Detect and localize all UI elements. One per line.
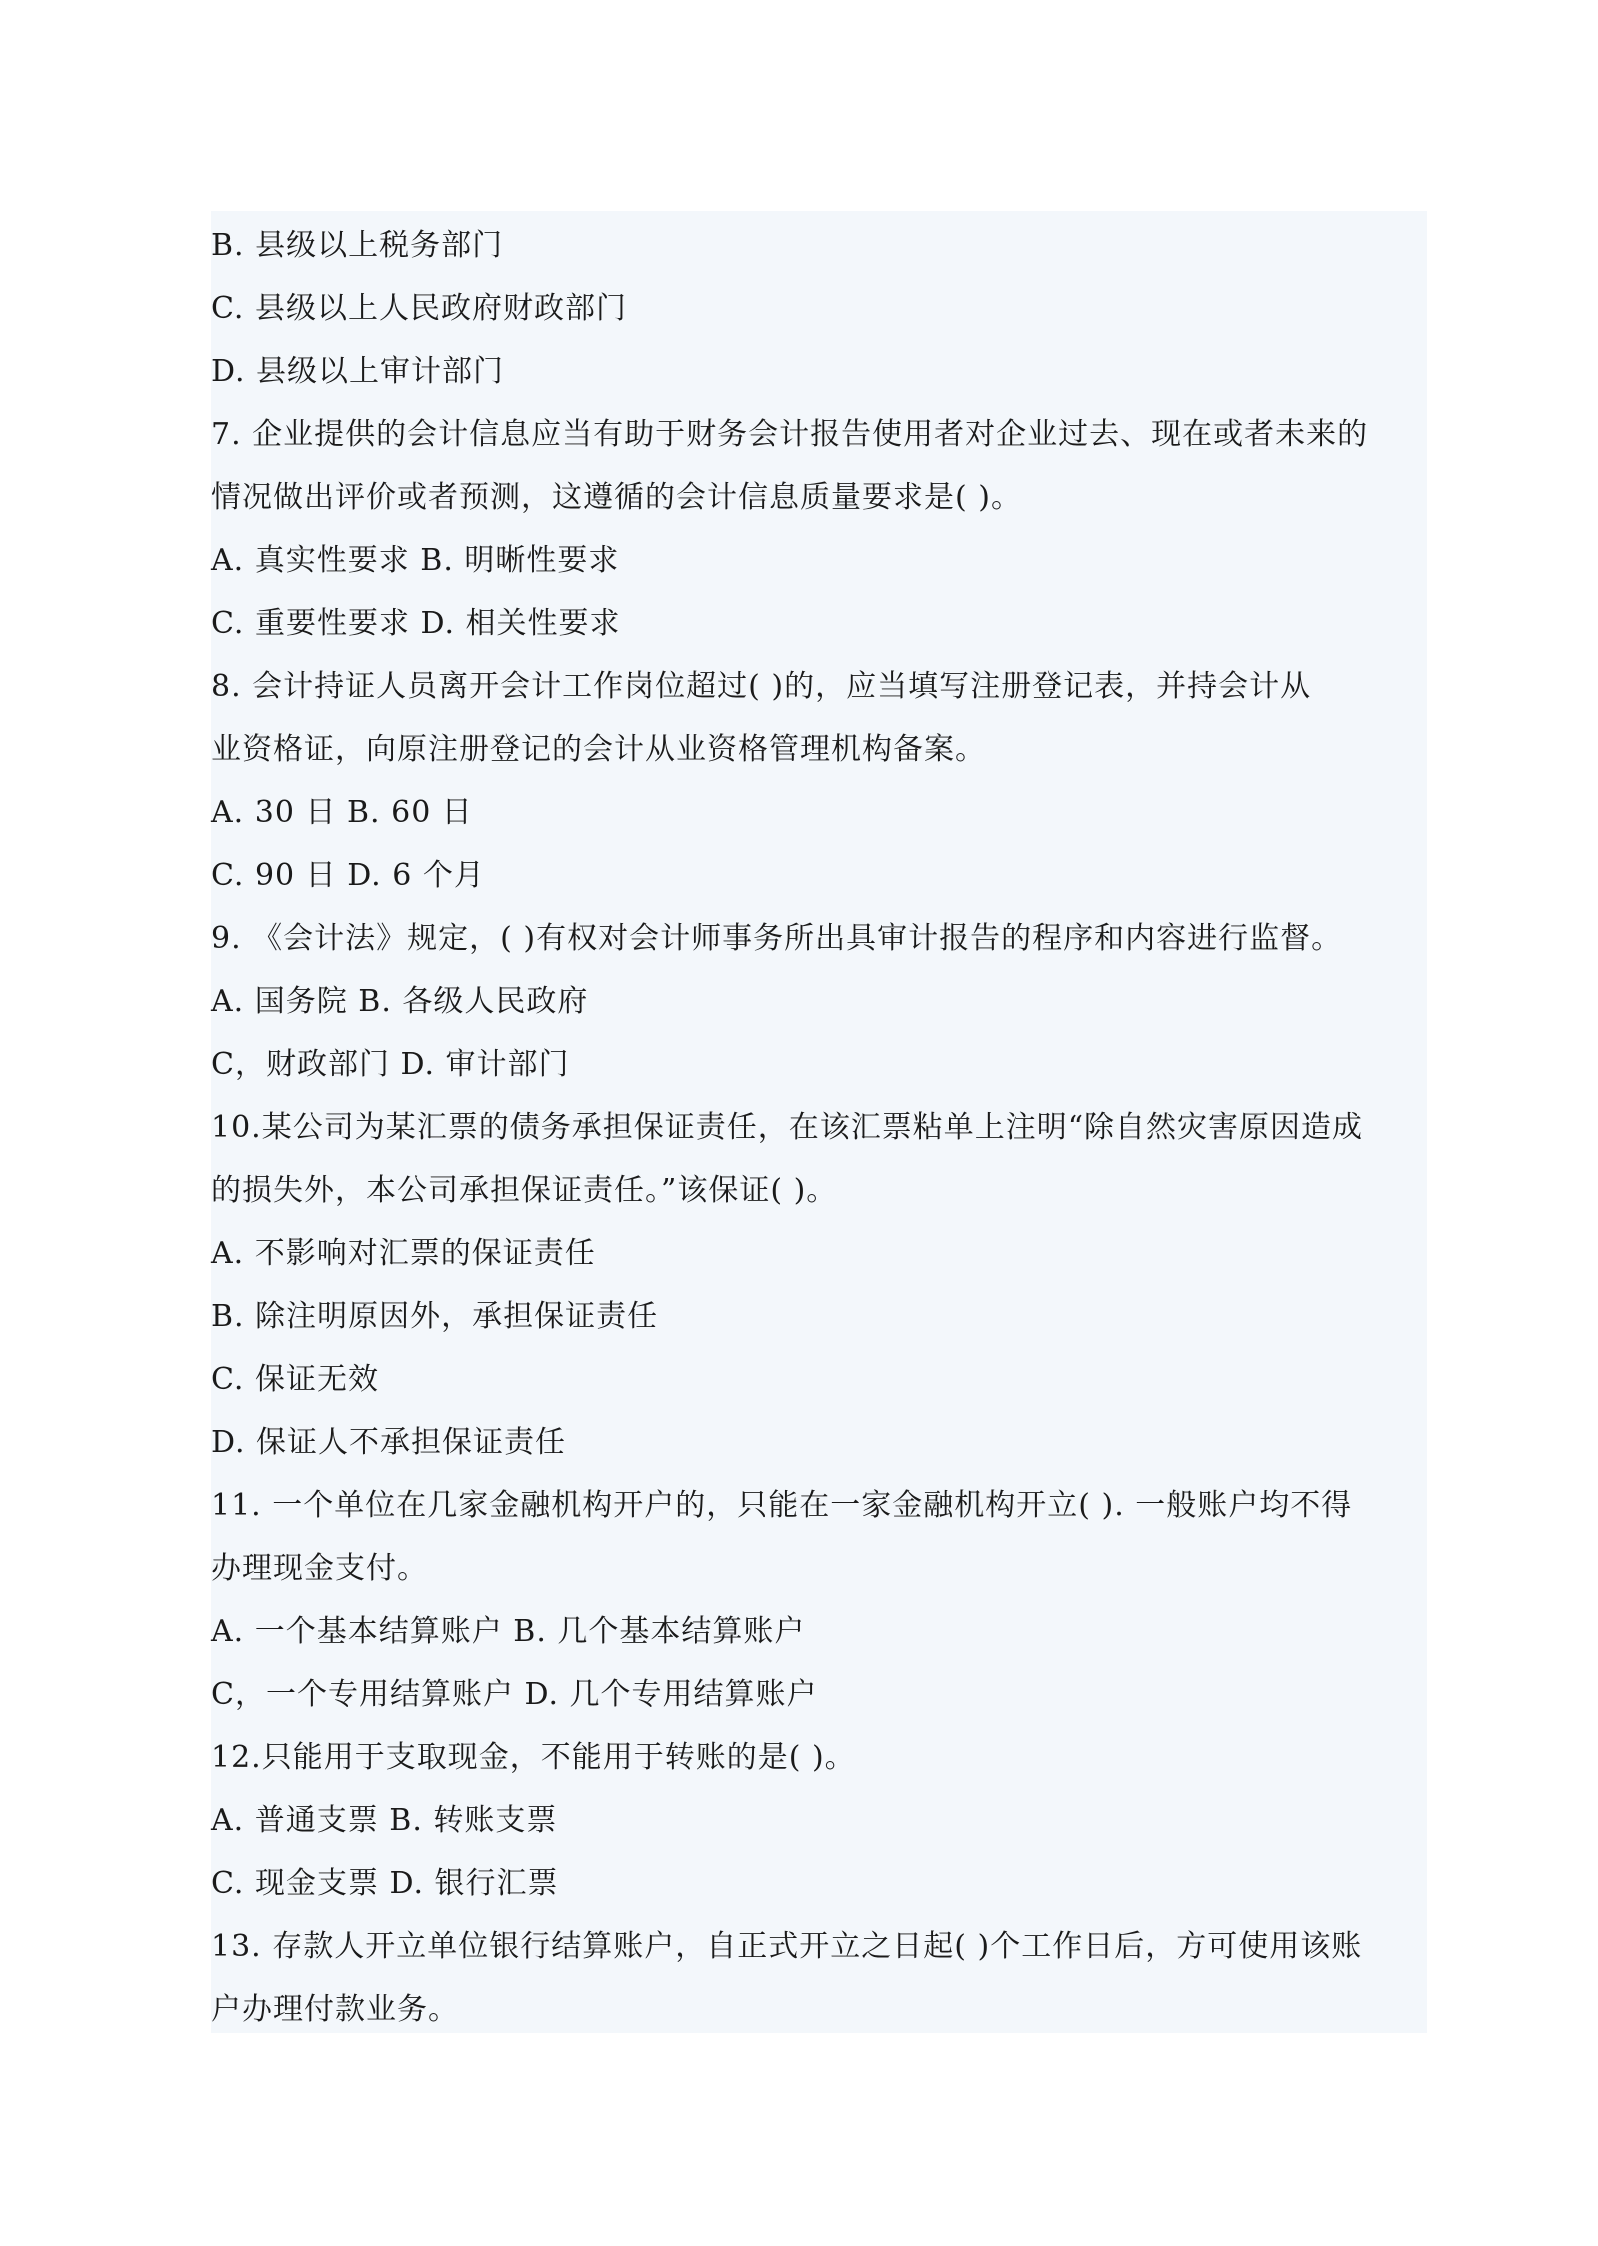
question-7-line-2: 情况做出评价或者预测，这遵循的会计信息质量要求是( )。 — [211, 480, 1022, 515]
options-q12-ab: A. 普通支票 B. 转账支票 — [211, 1803, 558, 1838]
option-c-q10: C. 保证无效 — [211, 1362, 379, 1397]
question-8-line-1: 8. 会计持证人员离开会计工作岗位超过( )的，应当填写注册登记表，并持会计从 — [211, 669, 1312, 704]
options-q12-cd: C. 现金支票 D. 银行汇票 — [211, 1866, 559, 1901]
question-content — [211, 211, 1427, 2033]
options-q7-cd: C. 重要性要求 D. 相关性要求 — [211, 606, 621, 641]
options-q8-cd: C. 90 日 D. 6 个月 — [211, 858, 485, 893]
question-10-line-1: 10.某公司为某汇票的债务承担保证责任，在该汇票粘单上注明“除自然灾害原因造成 — [211, 1110, 1364, 1145]
question-13-line-2: 户办理付款业务。 — [211, 1992, 459, 2027]
options-q11-ab: A. 一个基本结算账户 B. 几个基本结算账户 — [211, 1614, 806, 1649]
options-q9-ab: A. 国务院 B. 各级人民政府 — [211, 984, 589, 1019]
question-13-line-1: 13. 存款人开立单位银行结算账户，自正式开立之日起( )个工作日后，方可使用该账 — [211, 1929, 1363, 1964]
options-q8-ab: A. 30 日 B. 60 日 — [211, 795, 473, 830]
question-11-line-2: 办理现金支付。 — [211, 1551, 428, 1586]
option-d-q10: D. 保证人不承担保证责任 — [211, 1425, 567, 1460]
question-7-line-1: 7. 企业提供的会计信息应当有助于财务会计报告使用者对企业过去、现在或者未来的 — [211, 417, 1369, 452]
options-q11-cd: C，一个专用结算账户 D. 几个专用结算账户 — [211, 1677, 818, 1712]
option-b-q10: B. 除注明原因外，承担保证责任 — [211, 1299, 659, 1334]
question-11-line-1: 11. 一个单位在几家金融机构开户的，只能在一家金融机构开立( ). 一般账户均不得 — [211, 1488, 1353, 1523]
option-a-q10: A. 不影响对汇票的保证责任 — [211, 1236, 596, 1271]
question-10-line-2: 的损失外，本公司承担保证责任。”该保证( )。 — [211, 1173, 838, 1208]
option-c-q6: C. 县级以上人民政府财政部门 — [211, 291, 627, 326]
options-q9-cd: C，财政部门 D. 审计部门 — [211, 1047, 570, 1082]
option-b-q6: B. 县级以上税务部门 — [211, 228, 504, 263]
option-d-q6: D. 县级以上审计部门 — [211, 354, 505, 389]
question-8-line-2: 业资格证，向原注册登记的会计从业资格管理机构备案。 — [211, 732, 986, 767]
options-q7-ab: A. 真实性要求 B. 明晰性要求 — [211, 543, 620, 578]
question-12: 12.只能用于支取现金，不能用于转账的是( )。 — [211, 1740, 856, 1775]
question-9: 9. 《会计法》规定，( )有权对会计师事务所出具审计报告的程序和内容进行监督。 — [211, 921, 1343, 956]
